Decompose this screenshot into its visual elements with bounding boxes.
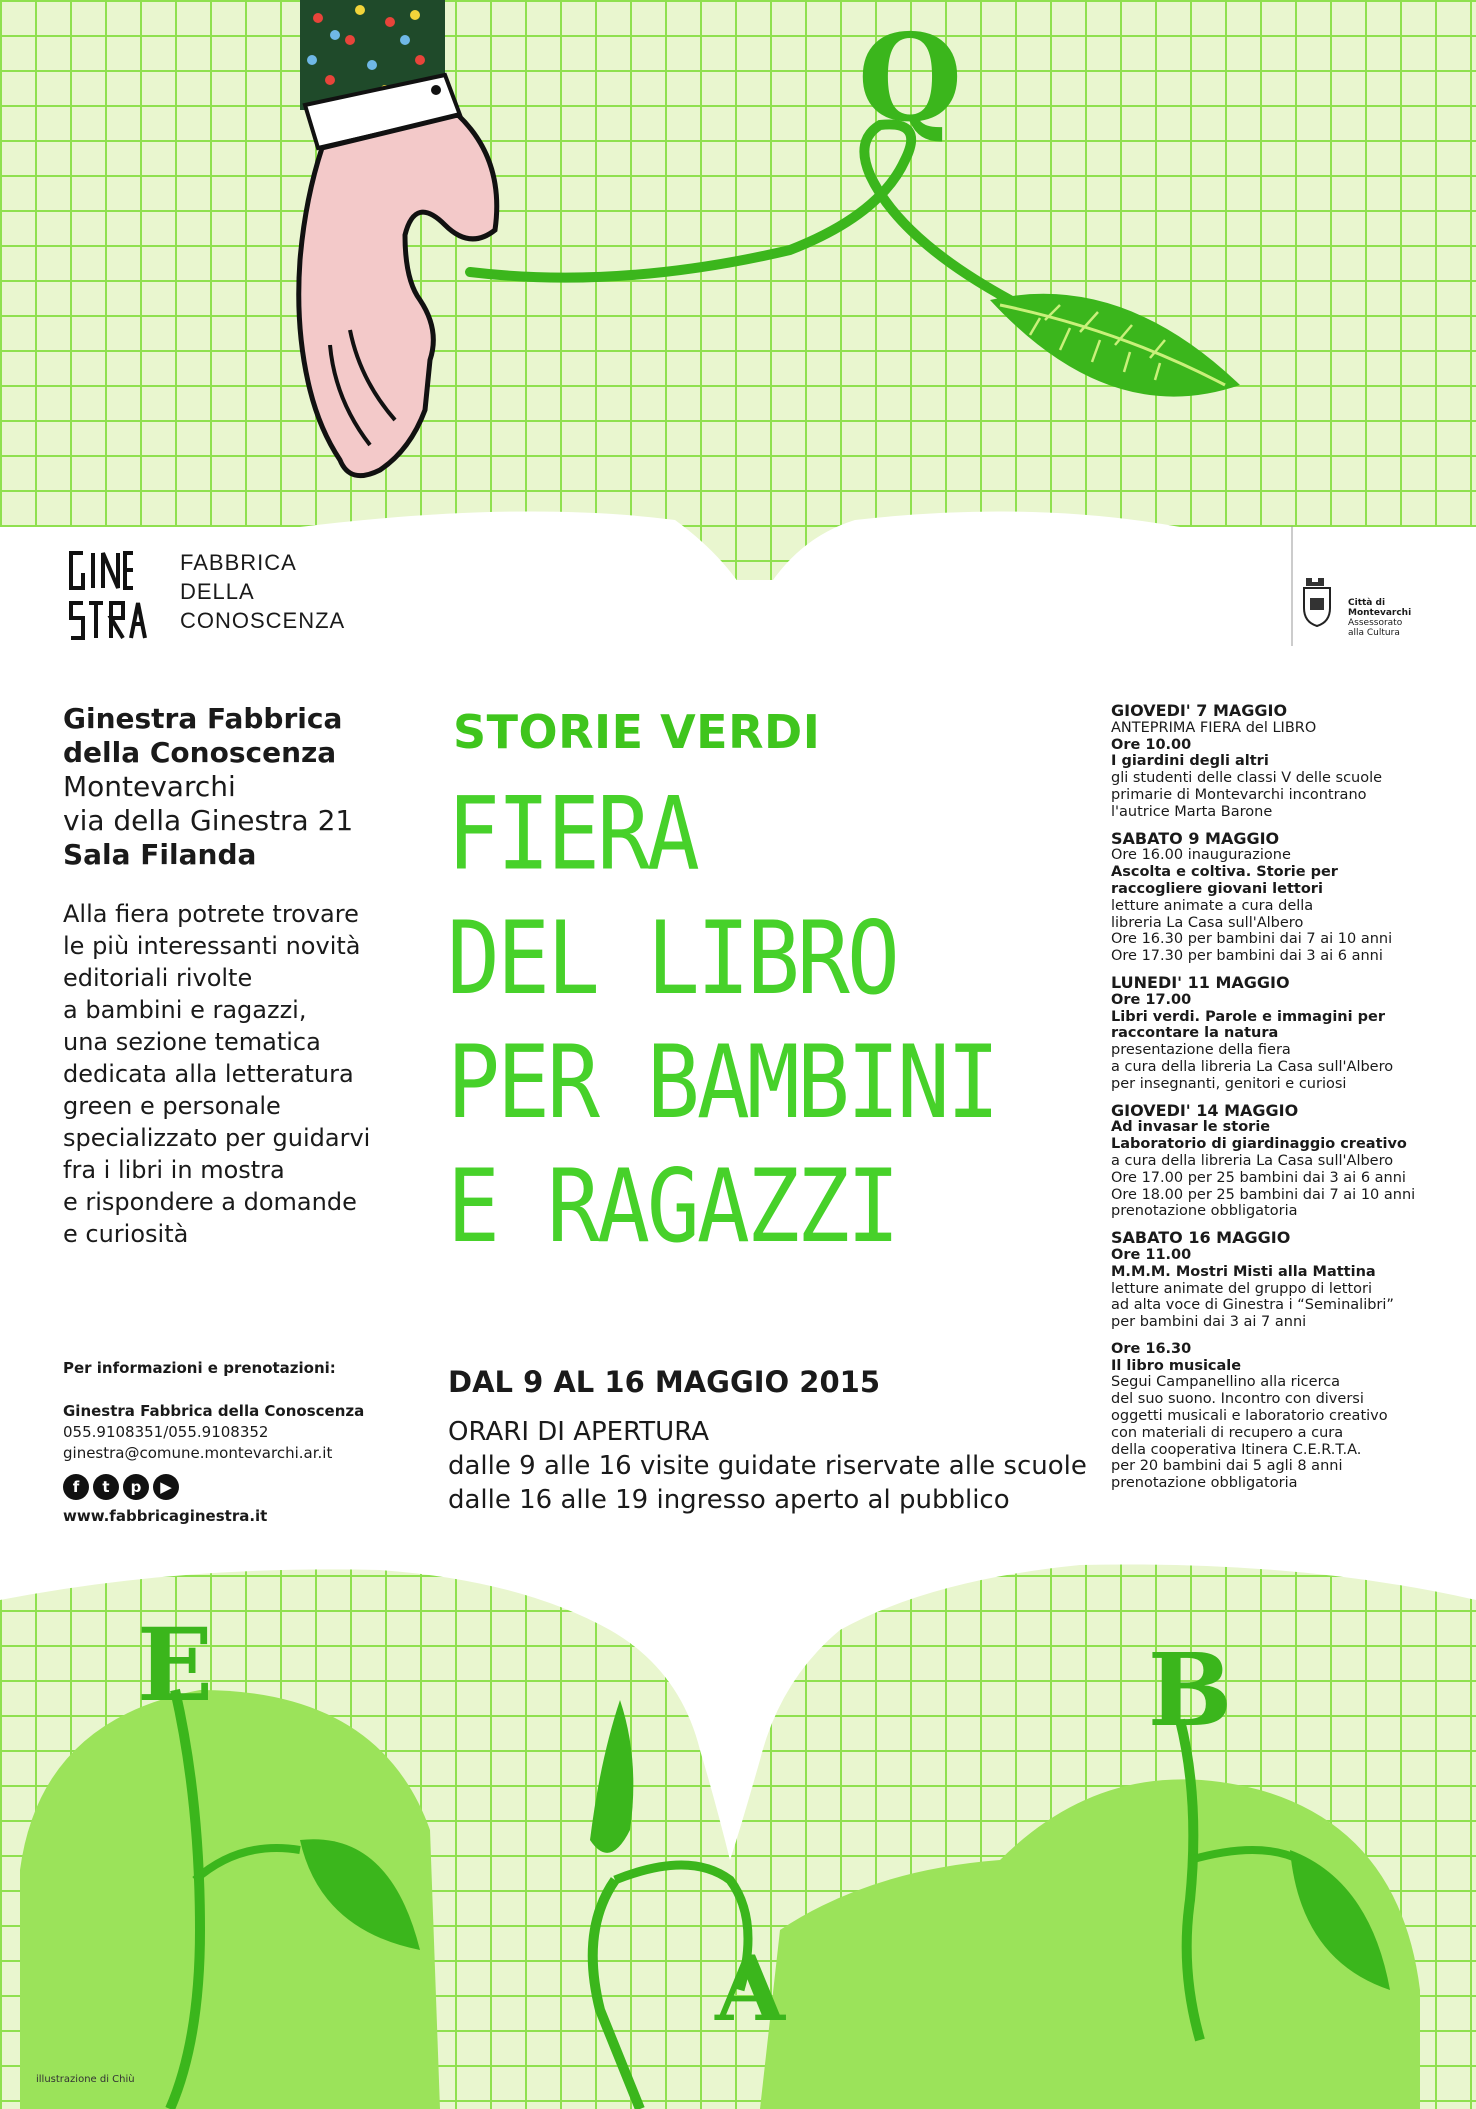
schedule-line: I giardini degli altri [1111,753,1269,770]
description-line: dedicata alla letteratura [63,1060,354,1088]
schedule-line: per insegnanti, genitori e curiosi [1111,1075,1347,1092]
schedule-line: del suo suono. Incontro con diversi [1111,1391,1364,1408]
hand-vine-illustration [0,0,1476,600]
schedule-line: Ad invasar le storie [1111,1119,1271,1136]
schedule-line: ANTEPRIMA FIERA del LIBRO [1111,719,1317,736]
hours-line-1: dalle 9 alle 16 visite guidate riservate alle scuole [448,1451,1087,1481]
letter-a: A [715,1936,785,2042]
title-line-3: PER BAMBINI [447,1022,997,1142]
hours-title: ORARI DI APERTURA [448,1417,709,1447]
schedule-line: per 20 bambini dai 5 agli 8 anni [1111,1458,1343,1475]
description-line: le più interessanti novità [63,932,361,960]
brand-line-3: CONOSCENZA [180,608,346,633]
page-title [447,772,997,1269]
schedule-line: libreria La Casa sull'Albero [1111,914,1304,931]
schedule-entry [1111,972,1451,1093]
schedule-line: per bambini dai 3 ai 7 anni [1111,1314,1307,1331]
schedule-line: Ore 10.00 [1111,736,1192,753]
event-schedule [1111,703,1451,1502]
schedule-day: GIOVEDI' 7 MAGGIO [1111,701,1288,720]
schedule-line: Ore 16.30 per bambini dai 7 ai 10 anni [1111,931,1393,948]
schedule-line: della cooperativa Itinera C.E.R.T.A. [1111,1441,1362,1458]
venue-name-1: Ginestra Fabbrica [63,702,343,735]
schedule-line: Il libro musicale [1111,1357,1242,1374]
schedule-line: con materiali di recupero a cura [1111,1424,1344,1441]
description-line: a bambini e ragazzi, [63,996,307,1024]
leaf-top [990,294,1240,397]
letter-b: B [1147,1631,1233,1749]
schedule-day: LUNEDI' 11 MAGGIO [1111,972,1290,992]
hand [299,115,497,476]
schedule-entry [1111,828,1451,965]
info-phone[interactable]: 055.9108351/055.9108352 [63,1423,269,1441]
venue-town: Montevarchi [63,770,236,803]
schedule-entry [1111,1341,1451,1492]
description-line: fra i libri in mostra [63,1156,285,1184]
schedule-line: letture animate a cura della [1111,897,1314,914]
date-range: DAL 9 AL 16 MAGGIO 2015 [448,1365,880,1399]
schedule-line: Ore 17.30 per bambini dai 3 ai 6 anni [1111,948,1383,965]
vine-stem [470,124,1010,300]
schedule-line: Laboratorio di giardinaggio creativo [1111,1136,1407,1153]
schedule-line: Ore 16.30 [1111,1340,1192,1357]
city-line-3: Assessorato [1348,618,1403,628]
description-line: editoriali rivolte [63,964,253,992]
info-org: Ginestra Fabbrica della Conoscenza [63,1402,365,1420]
schedule-day: SABATO 9 MAGGIO [1111,828,1280,848]
kicker: STORIE VERDI [453,705,821,759]
title-line-2: DEL LIBRO [447,898,897,1017]
schedule-line: ad alta voce di Ginestra i “Seminalibri” [1111,1297,1394,1314]
venue-block [63,702,393,872]
twitter-icon[interactable]: t [93,1474,119,1500]
schedule-line: Libri verdi. Parole e immagini per [1111,1008,1385,1025]
letter-q: Q [857,8,963,149]
schedule-line: oggetti musicali e laboratorio creativo [1111,1408,1388,1425]
pinterest-icon[interactable]: p [123,1474,149,1500]
schedule-line: Ore 17.00 [1111,991,1192,1008]
description-line: una sezione tematica [63,1028,321,1056]
schedule-line: presentazione della fiera [1111,1042,1291,1059]
title-line-1: FIERA [447,774,697,893]
info-email[interactable]: ginestra@comune.montevarchi.ar.it [63,1444,333,1462]
brand-line-1: FABBRICA [180,550,297,575]
right-hill [760,1779,1420,2109]
schedule-entry [1111,1230,1451,1331]
city-crest [1290,526,1340,646]
schedule-day: SABATO 16 MAGGIO [1111,1228,1291,1248]
contact-info [63,1358,403,1527]
schedule-line: gli studenti delle classi V delle scuole [1111,770,1383,787]
schedule-line: prenotazione obbligatoria [1111,1475,1298,1492]
city-line-4: alla Cultura [1348,628,1400,638]
schedule-line: a cura della libreria La Casa sull'Albero [1111,1058,1394,1075]
description-line: e rispondere a domande [63,1188,357,1216]
schedule-line: Segui Campanellino alla ricerca [1111,1374,1341,1391]
schedule-line: letture animate del gruppo di lettori [1111,1280,1373,1297]
schedule-line: Ore 18.00 per 25 bambini dai 7 ai 10 anni [1111,1186,1416,1203]
venue-name-2: della Conoscenza [63,736,337,769]
brand-wordmark [180,548,345,635]
description [63,898,393,1250]
venue-room: Sala Filanda [63,838,257,871]
left-hill [20,1690,440,2109]
venue-street: via della Ginestra 21 [63,804,354,837]
title-line-4: E RAGAZZI [447,1146,897,1266]
schedule-line: Ore 17.00 per 25 bambini dai 3 ai 6 anni [1111,1169,1406,1186]
schedule-entry [1111,1100,1451,1221]
schedule-line: raccogliere giovani lettori [1111,880,1323,897]
youtube-icon[interactable]: ▶ [153,1474,179,1500]
social-icons [63,1474,403,1500]
city-line-1: Città di [1348,598,1386,608]
city-line-2: Montevarchi [1348,608,1412,618]
hours-line-2: dalle 16 alle 19 ingresso aperto al pubblico [448,1485,1010,1515]
info-website[interactable]: www.fabbricaginestra.it [63,1507,268,1525]
city-label [1348,598,1411,638]
schedule-line: a cura della libreria La Casa sull'Albero [1111,1152,1394,1169]
illustration-credit: illustrazione di Chiù [36,2074,135,2085]
description-line: green e personale [63,1092,281,1120]
brand-line-2: DELLA [180,579,255,604]
schedule-line: prenotazione obbligatoria [1111,1203,1298,1220]
schedule-line: Ore 16.00 inaugurazione [1111,847,1291,864]
schedule-line: raccontare la natura [1111,1025,1279,1042]
info-heading: Per informazioni e prenotazioni: [63,1359,336,1377]
facebook-icon[interactable]: f [63,1474,89,1500]
schedule-line: Ascolta e coltiva. Storie per [1111,864,1338,881]
schedule-line: l'autrice Marta Barone [1111,803,1273,820]
schedule-entry [1111,703,1451,821]
schedule-line: Ore 11.00 [1111,1246,1192,1263]
schedule-line: M.M.M. Mostri Misti alla Mattina [1111,1263,1376,1280]
ginestra-logo [63,548,173,648]
description-line: e curiosità [63,1220,189,1248]
description-line: Alla fiera potrete trovare [63,900,359,928]
letter-e: E [136,1606,214,1724]
schedule-line: primarie di Montevarchi incontrano [1111,786,1367,803]
description-line: specializzato per guidarvi [63,1124,371,1152]
opening-hours [448,1415,1087,1517]
schedule-day: GIOVEDI' 14 MAGGIO [1111,1100,1299,1120]
